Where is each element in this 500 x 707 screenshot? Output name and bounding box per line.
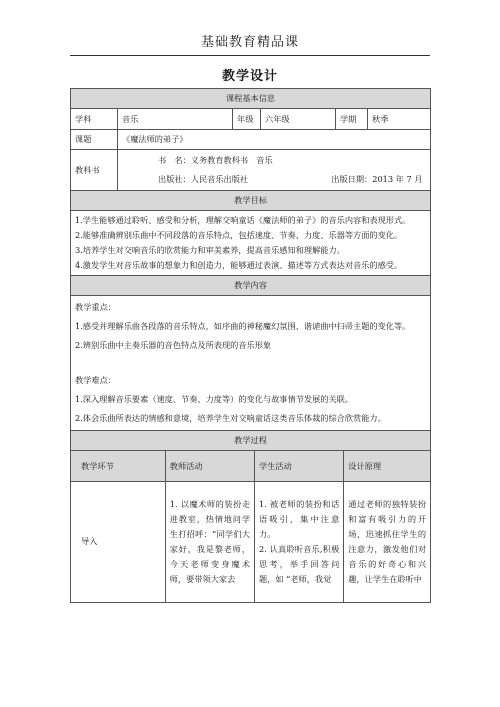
- key-point-item: 1.感受并理解乐曲各段落的音乐特点，如序曲的神秘魔幻氛围、谐谑曲中扫帚主题的变化等。: [75, 321, 411, 331]
- difficulty-item: 2.体会乐曲所表达的情感和意境，培养学生对交响童话这类音乐体裁的综合欣赏能力。: [75, 413, 386, 423]
- goals-body: [71, 211, 431, 276]
- lesson-plan-table: [70, 88, 431, 603]
- topic-label: 课题: [71, 130, 118, 150]
- section-goals: 教学目标: [71, 191, 431, 211]
- textbook-date: 出版日期：2013 年 7 月: [331, 174, 423, 184]
- goal-item: 4.激发学生对音乐故事的想象力和创造力，能够通过表演、描述等方式表达对音乐的感受。: [75, 260, 403, 270]
- process-container: [71, 451, 431, 603]
- term-value: 秋季: [368, 109, 431, 130]
- student-activity: 1. 被老师的装扮和话语吸引，集中注意力。 2. 认真聆听音乐,积极思考，举手回答问题，如 “老师，我觉: [255, 482, 344, 602]
- textbook-publisher: 出版社：人民音乐出版社: [158, 174, 249, 184]
- column-header-student: 学生活动: [255, 451, 344, 482]
- textbook-info: [118, 150, 431, 191]
- topic-value: 《魔法师的弟子》: [118, 130, 431, 150]
- difficulty-item: 1.深入理解音乐要素（速度、节奏、力度等）的变化与故事情节发展的关联。: [75, 394, 354, 404]
- section-basic-info: 课程基本信息: [71, 89, 431, 109]
- column-header-stage: 教学环节: [71, 451, 165, 482]
- textbook-name: 书 名：义务教育教科书 音乐: [158, 155, 273, 165]
- content-body: [71, 296, 431, 431]
- design-principle: 通过老师的独特装扮和富有吸引力的开场，迅速抓住学生的注意力，激发他们对音乐的好奇心和兴趣，让学生在聆听中: [344, 482, 430, 602]
- key-points-label: 教学重点：: [75, 302, 116, 312]
- section-process: 教学过程: [71, 431, 431, 451]
- process-table: [71, 451, 430, 602]
- key-point-item: 2.辨别乐曲中主奏乐器的音色特点及所表现的音乐形象: [75, 340, 272, 350]
- page-header: 基础教育精品课: [70, 33, 430, 56]
- column-header-principle: 设计原理: [344, 451, 430, 482]
- section-content: 教学内容: [71, 276, 431, 296]
- teacher-activity: 1. 以魔术师的装扮走进教室，热情地问学生打招呼：“同学们大家好，我是黎老师，今天老师变身魔术师，要带领大家去: [165, 482, 254, 602]
- document-title: 教学设计: [221, 69, 278, 84]
- grade-value: 六年级: [261, 109, 336, 130]
- stage-intro: 导入: [71, 482, 165, 602]
- goal-item: 1.学生能够通过聆听、感受和分析，理解交响童话《魔法师的弟子》的音乐内容和表现形式。: [75, 215, 411, 225]
- term-label: 学期: [336, 109, 368, 130]
- textbook-label: 教科书: [71, 150, 118, 191]
- column-header-teacher: 教师活动: [165, 451, 254, 482]
- goal-item: 3.培养学生对交响音乐的欣赏能力和审美素养，提高音乐感知和理解能力。: [75, 245, 345, 255]
- grade-label: 年级: [233, 109, 261, 130]
- textbook-publisher-row: [158, 172, 426, 187]
- subject-value: 音乐: [118, 109, 233, 130]
- goal-item: 2.能够准确辨别乐曲中不同段落的音乐特点，包括速度、节奏、力度、乐器等方面的变化。: [75, 230, 403, 240]
- subject-label: 学科: [71, 109, 118, 130]
- difficulty-label: 教学难点：: [75, 375, 116, 385]
